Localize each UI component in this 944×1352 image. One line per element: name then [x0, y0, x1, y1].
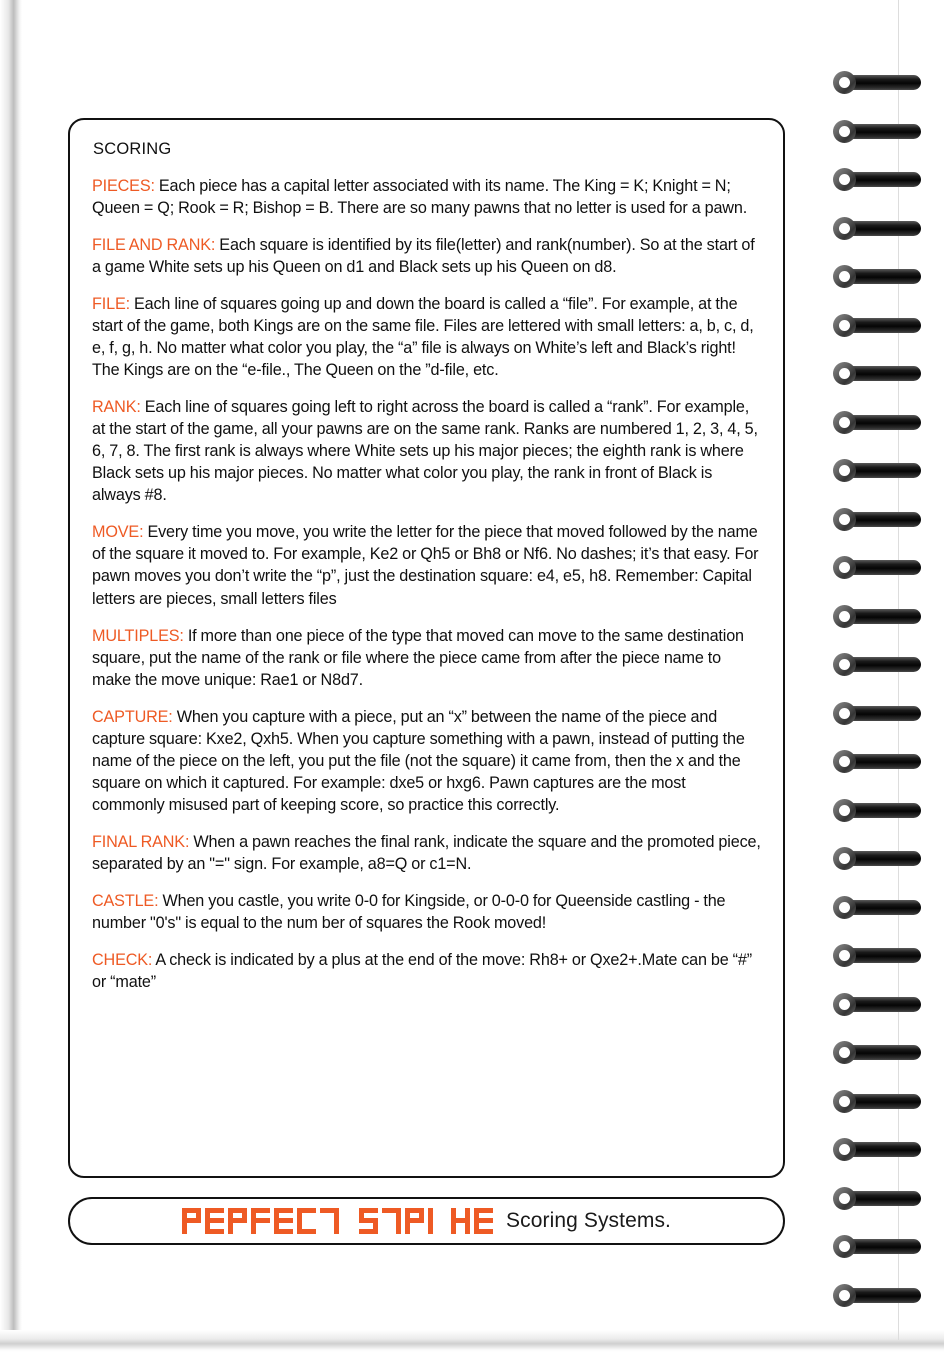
instruction-entry [92, 293, 761, 381]
instruction-body: Each square is identified by its file(letter) and rank(number). So at the start of a game White sets up his Queen on d1 and Black sets up his Queen on d8. [92, 236, 755, 277]
instruction-body: Each line of squares going left to right across the board is called a “rank”. For example, at the start of the game, all your pawns are on the same rank. Ranks are numbered 1, 2, 3, 4, 5, 6, 7, 8. The first rank is always where White sets up his major pieces; the eighth rank is where Black sets up his major pieces. No matter what color you play, the rank in front of Black is always #8. [92, 398, 758, 505]
wordmark-glyph-r [405, 1208, 424, 1234]
instruction-entry [92, 175, 761, 219]
wordmark-space [343, 1208, 355, 1234]
instruction-term: MULTIPLES: [92, 626, 184, 645]
instruction-entry [92, 625, 761, 691]
instruction-entry [92, 706, 761, 816]
page-shadow-left [0, 0, 22, 1340]
instruction-term: CHECK: [92, 950, 153, 969]
scoring-instructions-card [68, 118, 785, 1178]
instruction-body: Every time you move, you write the letter for the piece that moved followed by the name of the square it moved to. For example, Ke2 or Qh5 or Bh8 or Nf6. No dashes; it’s that easy. For pawn moves you don’t write the “p”, just the destination square: e4, e5, h8. Remember: Capital letters are pieces, small letters files [92, 523, 759, 608]
instruction-entry [92, 521, 761, 609]
wordmark-glyph-r [228, 1208, 247, 1234]
wordmark-glyph-i [428, 1208, 447, 1234]
page-fold-line [898, 0, 899, 1340]
wordmark-glyph-e [474, 1208, 493, 1234]
instruction-entry [92, 949, 761, 993]
instruction-term: FILE: [92, 295, 130, 314]
instruction-term: RANK: [92, 398, 141, 417]
instruction-body: Each line of squares going up and down the board is called a “file”. For example, at the start of the game, both Kings are on the same file. Files are lettered with small letters: a, b, c, d, e, f, g, h. No matter what color you play, the “a” file is always on White’s left and Black’s right! The Kings are on the “e-file., The Queen on the ”d-file, etc. [92, 295, 754, 380]
brand-logo [182, 1208, 671, 1234]
brand-wordmark [182, 1208, 493, 1234]
instruction-term: CAPTURE: [92, 707, 173, 726]
instruction-term: FILE AND RANK: [92, 236, 216, 255]
wordmark-glyph-s [359, 1208, 378, 1234]
wordmark-glyph-f [251, 1208, 270, 1234]
instruction-term: MOVE: [92, 523, 144, 542]
page-title: SCORING [93, 140, 172, 158]
wordmark-glyph-k [451, 1208, 470, 1234]
brand-tagline: Scoring Systems. [506, 1209, 671, 1232]
instruction-body: When you capture with a piece, put an “x” between the name of the piece and capture square: Kxe2, Qxh5. When you capture something with a pawn, instead of putting the name of the piece on the left, you put the file (not the square) it came from, then the x and the square on which it captured. For example: dxe5 or hxg6. Pawn captures are the most commonly misused part of keeping score, so practice this correctly. [92, 707, 745, 814]
footer-brand-bar [68, 1197, 785, 1245]
wordmark-glyph-c [297, 1208, 316, 1234]
instruction-body: When a pawn reaches the final rank, indicate the square and the promoted piece, separated by an "=" sign. For example, a8=Q or c1=N. [92, 832, 761, 873]
wordmark-glyph-p [182, 1208, 201, 1234]
instruction-body: Each piece has a capital letter associated with its name. The King = K; Knight = N; Queen = Q; Rook = R; Bishop = B. There are so many pawns that no letter is used for a pawn. [92, 177, 748, 218]
instruction-entry [92, 890, 761, 934]
wordmark-glyph-t [320, 1208, 339, 1234]
wordmark-glyph-e [274, 1208, 293, 1234]
instruction-term: CASTLE: [92, 891, 159, 910]
instruction-body: When you castle, you write 0-0 for Kingside, or 0-0-0 for Queenside castling - the number "0's" is equal to the num ber of squares the Rook moved! [92, 891, 726, 932]
instruction-entry [92, 396, 761, 506]
instruction-entry [92, 831, 761, 875]
instruction-body: If more than one piece of the type that moved can move to the same destination square, put the name of the rank or file where the piece came from after the piece name to make the move unique: Rae1 or N8d7. [92, 626, 744, 689]
instruction-term: PIECES: [92, 177, 155, 195]
instruction-term: FINAL RANK: [92, 832, 190, 851]
instruction-entry [92, 234, 761, 278]
instruction-entry-list [92, 175, 761, 993]
wordmark-glyph-t [382, 1208, 401, 1234]
instruction-body: A check is indicated by a plus at the end of the move: Rh8+ or Qxe2+.Mate can be “#” or “mate” [92, 950, 752, 991]
wordmark-glyph-e [205, 1208, 224, 1234]
